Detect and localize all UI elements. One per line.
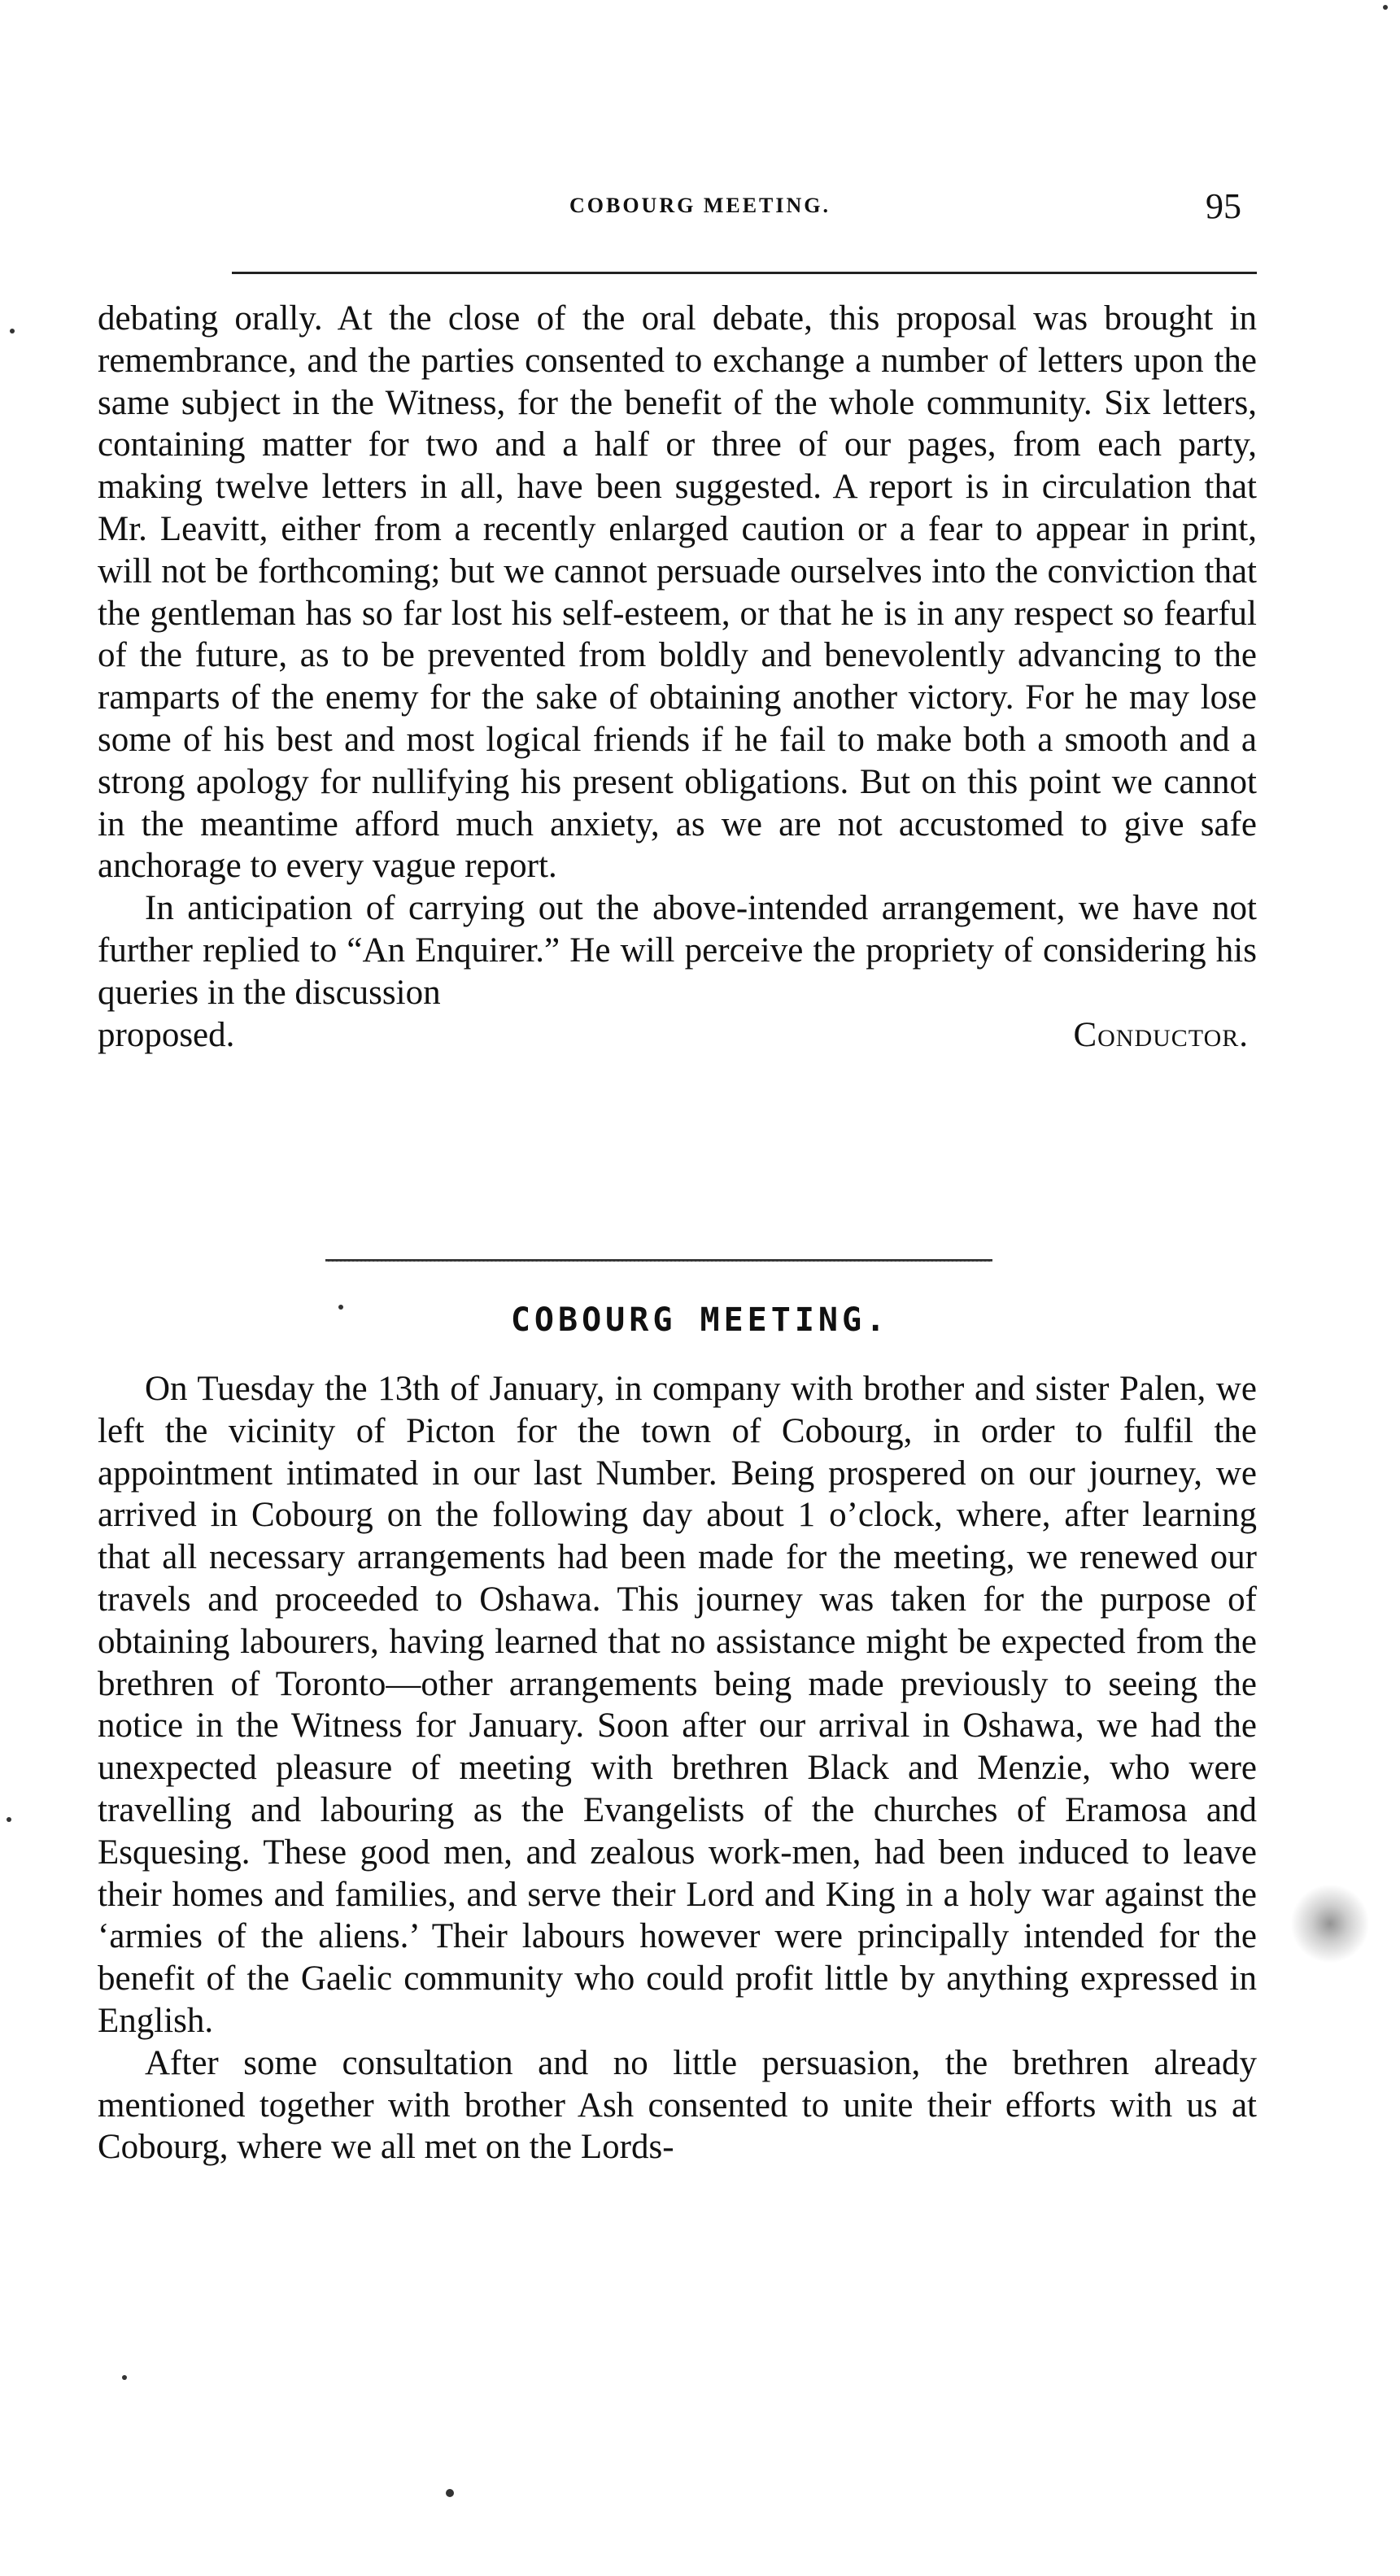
running-head (0, 186, 1400, 242)
closing-paragraph-text: In anticipation of carrying out the above-intended arrangement, we have not further replied to “An Enquirer.” He will perceive the propriety of considering his queries in the discussion (98, 889, 1257, 1012)
signature-line (98, 1014, 1257, 1057)
ink-speck (122, 2375, 127, 2380)
paragraph (98, 887, 1257, 1013)
ink-speck (7, 1817, 11, 1822)
article-conductor-note (98, 298, 1257, 1056)
article-cobourg-meeting (98, 1368, 1257, 2168)
ink-blot (1289, 1879, 1371, 1968)
ink-speck (446, 2489, 454, 2497)
page-number: 95 (1206, 186, 1241, 226)
section-heading: COBOURG MEETING. (510, 1301, 890, 1339)
paragraph: debating orally. At the close of the oral debate, this proposal was brought in remembrance, and the parties consented to exchange a number of letters upon the same subject in the Witness, for the benefit of the whole community. Six letters, containing matter for two and a half or three of our pages, from each party, making twelve letters in all, have been suggested. A report is in circulation that Mr. Leavitt, either from a recently enlarged caution or a fear to appear in print, will not be forthcoming; but we cannot persuade ourselves into the conviction that the gentleman has so far lost his self-esteem, or that he is in any respect so fearful of the future, as to be prevented from boldly and benevolently advancing to the ramparts of the enemy for the sake of obtaining another victory. For he may lose some of his best and most logical friends if he fail to make both a smooth and a strong apology for nullifying his present obligations. But on this point we cannot in the meantime afford much anxiety, as we are not accustomed to give safe anchorage to every vague report. (98, 299, 1257, 886)
signature: Conductor. (1073, 1015, 1249, 1054)
running-title: COBOURG MEETING. (569, 194, 831, 217)
ink-speck (338, 1305, 343, 1310)
closing-last-word: proposed. (98, 1015, 235, 1054)
paragraph: After some consultation and no little persuasion, the brethren already mentioned together with brother Ash consented to unite their efforts with us at Cobourg, where we all met on the Lords- (98, 2043, 1257, 2167)
ink-speck (10, 329, 15, 333)
ink-speck (1383, 5, 1388, 10)
paragraph: On Tuesday the 13th of January, in company with brother and sister Palen, we left the vicinity of Picton for the town of Cobourg, in order to fulfil the appointment intimated in our last Number. Being prospered on our journey, we arrived in Cobourg on the following day about 1 o’clock, where, after learning that all necessary arrangements had been made for the meeting, we renewed our travels and proceeded to Oshawa. This journey was taken for the purpose of obtaining labourers, having learned that no assistance might be expected from the brethren of Toronto—other arrangements being made previously to seeing the notice in the Witness for January. Soon after our arrival in Oshawa, we had the unexpected pleasure of meeting with brethren Black and Menzie, who were travelling and labouring as the Evangelists of the churches of Eramosa and Esquesing. These good men, and zealous work-men, had been induced to leave their homes and families, and serve their Lord and King in a holy war against the ‘armies of the aliens.’ Their labours however were principally intended for the benefit of the Gaelic community who could profit little by anything expressed in English. (98, 1370, 1257, 2040)
header-rule (232, 272, 1257, 274)
section-divider (325, 1259, 992, 1262)
